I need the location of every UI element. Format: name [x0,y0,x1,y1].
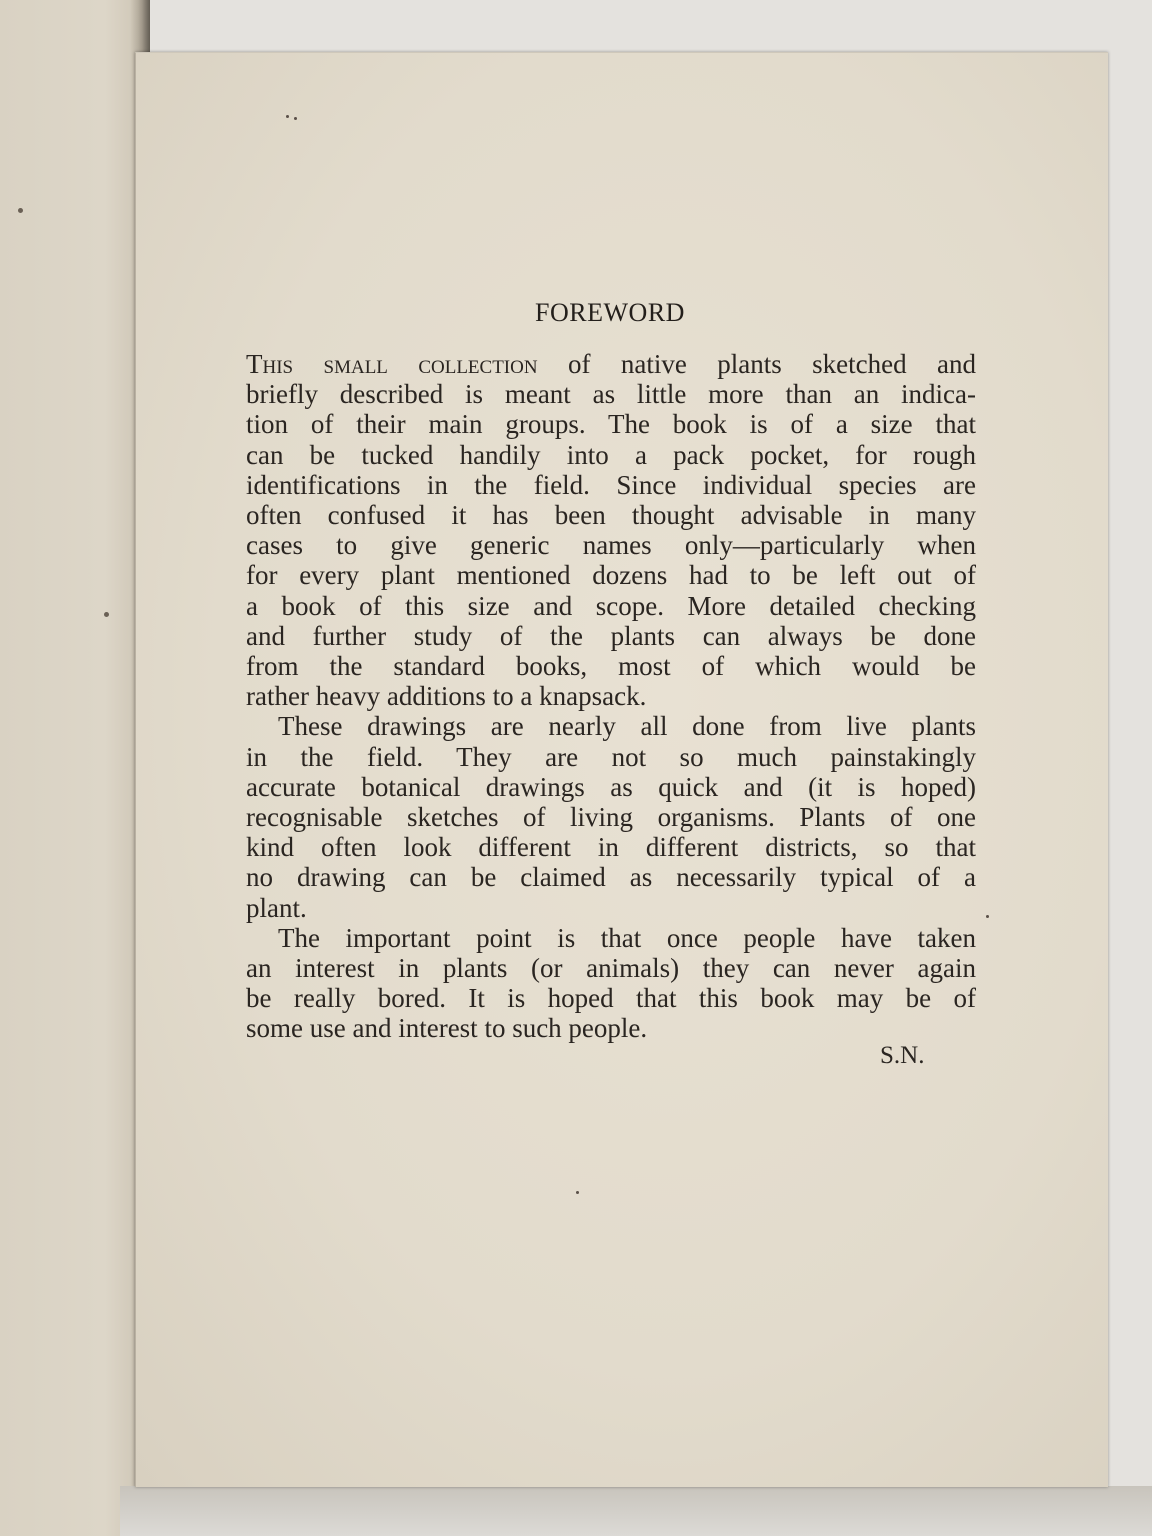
text-line: briefly described is meant as little more than an indica- [246,379,976,410]
paragraph [246,923,976,1044]
paragraph [246,349,976,711]
text-line: and further study of the plants can always be done [246,620,976,651]
page-title: FOREWORD [535,298,685,327]
text-line: in the field. They are not so much painstakingly [246,741,976,772]
page-speck [286,115,289,118]
text-line: an interest in plants (or animals) they can never again [246,953,976,984]
paragraph [246,711,976,922]
page-speck [294,117,297,120]
text-line: often confused it has been thought advisable in many [246,500,976,531]
text-line: recognisable sketches of living organisms. Plants of one [246,802,976,833]
text-line: be really bored. It is hoped that this book may be of [246,983,976,1014]
text-line: from the standard books, most of which would be [246,651,976,682]
drop-initial: T [246,349,263,379]
text-line: kind often look different in different districts, so that [246,832,976,863]
text-line: cases to give generic names only—particularly when [246,530,976,561]
text-line: rather heavy additions to a knapsack. [246,681,647,712]
page-speck [18,208,23,213]
small-caps-lead: his small collection [262,349,538,379]
left-facing-page [0,0,150,1536]
text-line: plant. [246,892,307,923]
text-line: The important point is that once people have taken [278,922,976,953]
text-line: a book of this size and scope. More detailed checking [246,590,976,621]
page-speck [104,612,109,617]
text-line: some use and interest to such people. [246,1013,648,1044]
text-line: can be tucked handily into a pack pocket, for rough [246,439,976,470]
text-line: identifications in the field. Since individual species are [246,469,976,500]
foreword-body [246,349,976,1044]
page-speck [576,1191,579,1194]
page-speck [986,915,989,918]
text-line: no drawing can be claimed as necessarily typical of a [246,862,976,893]
text-line: for every plant mentioned dozens had to be left out of [246,560,976,591]
text-line: These drawings are nearly all done from live plants [278,711,976,742]
background-surface [120,1486,1152,1536]
text-line: accurate botanical drawings as quick and (it is hoped) [246,771,976,802]
text-line: This small collection of native plants sketched and [246,349,976,379]
author-initials: S.N. [880,1042,925,1069]
text-line: tion of their main groups. The book is of a size that [246,409,976,440]
